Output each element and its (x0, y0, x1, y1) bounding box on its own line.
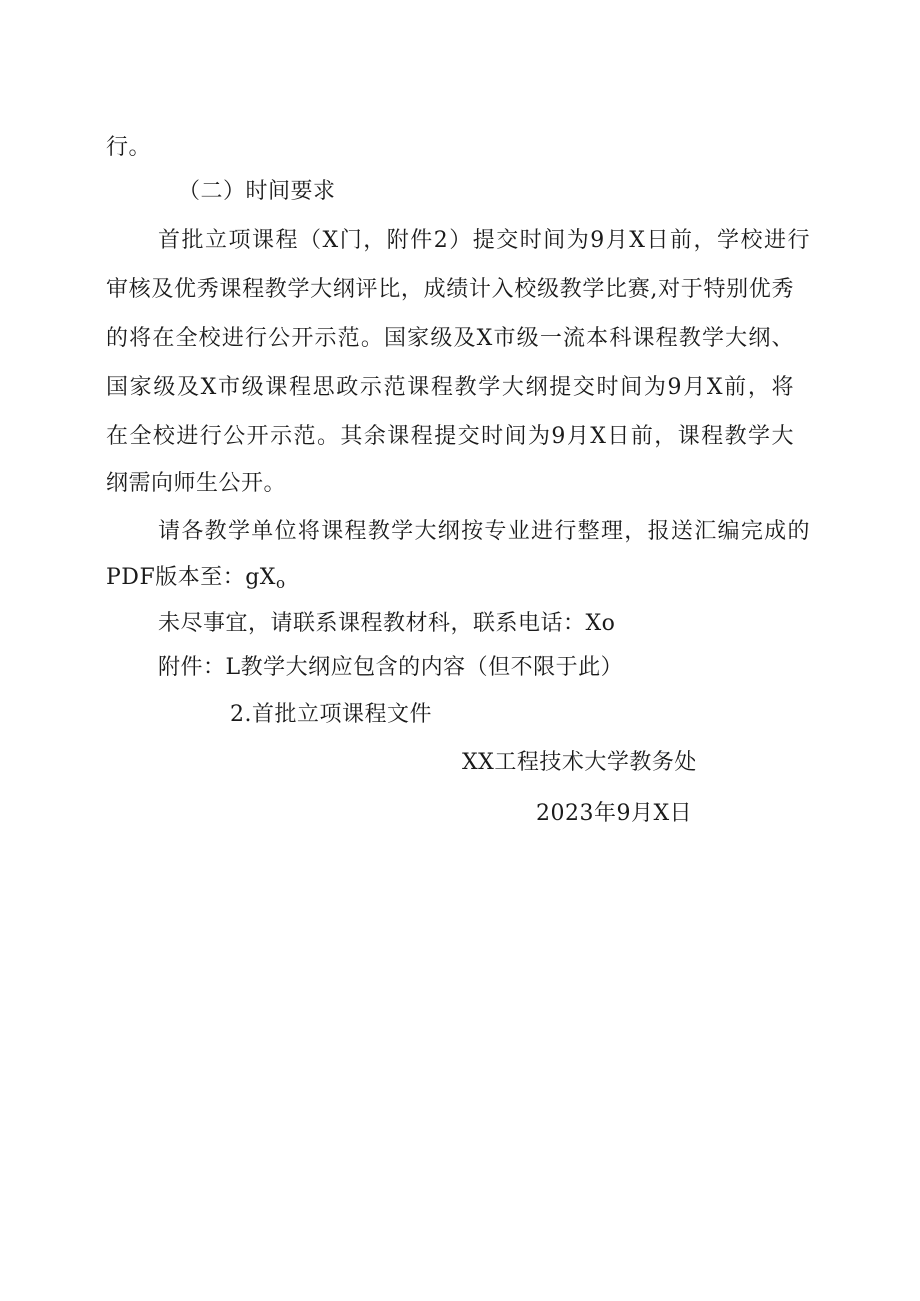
signature-date: 2023年9月X日 (536, 801, 693, 826)
section-heading: （二）时间要求 (178, 179, 336, 204)
email-subscript: o (275, 574, 286, 592)
paragraph-line: 纲需向师生公开。 (106, 471, 287, 496)
paragraph-line: 首批立项课程（X门，附件2）提交时间为9月X日前，学校进行 (158, 228, 810, 253)
paragraph-line-with-email (106, 563, 285, 598)
paragraph-line: 在全校进行公开示范。其余课程提交时间为9月X日前，课程教学大 (106, 424, 794, 449)
paragraph-line: 的将在全校进行公开示范。国家级及X市级一流本科课程教学大纲、 (106, 326, 794, 351)
contact-line: 未尽事宜，请联系课程教材科，联系电话：Xo (158, 611, 616, 636)
attachment-line-1: 附件：L教学大纲应包含的内容（但不限于此） (158, 655, 624, 680)
issuer-signature: XX工程技术大学教务处 (462, 750, 697, 775)
continuation-text: 行。 (106, 135, 152, 160)
attachment-line-2: 2.首批立项课程文件 (230, 702, 432, 727)
email-text: PDF版本至：gX (106, 565, 276, 590)
paragraph-line: 国家级及X市级课程思政示范课程教学大纲提交时间为9月X前，将 (106, 375, 794, 400)
paragraph-line: 审核及优秀课程教学大纲评比，成绩计入校级教学比赛,对于特别优秀 (106, 277, 794, 302)
paragraph-line: 请各教学单位将课程教学大纲按专业进行整理，报送汇编完成的 (158, 519, 810, 544)
